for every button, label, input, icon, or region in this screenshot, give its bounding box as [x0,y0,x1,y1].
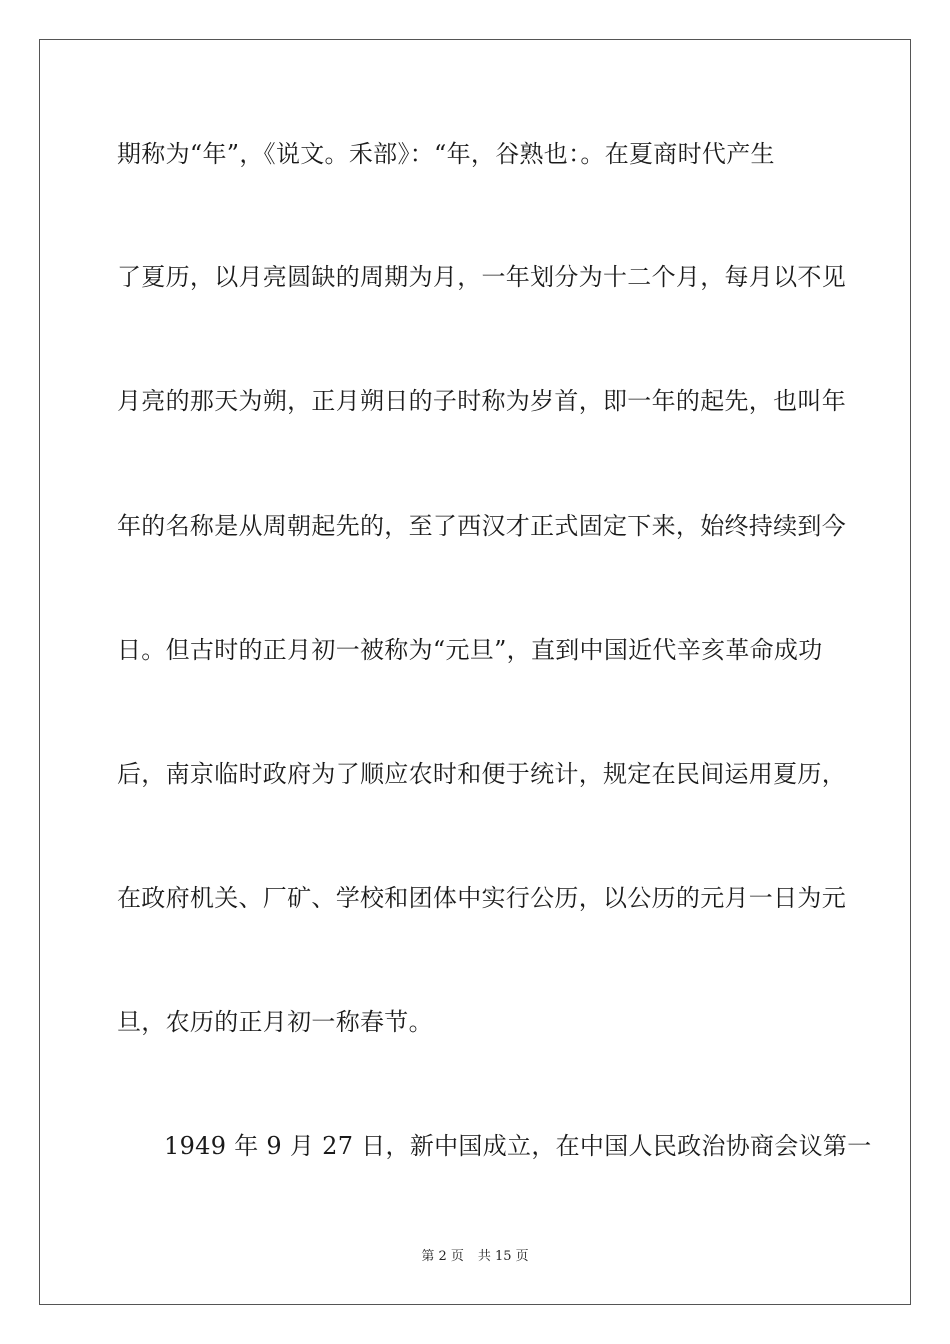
text-line: 旦，农历的正月初一称春节。 [117,1008,433,1036]
text-line-indented: 1949 年 9 月 27 日，新中国成立，在中国人民政治协商会议第一 [164,1132,872,1160]
text-line: 月亮的那天为朔，正月朔日的子时称为岁首，即一年的起先，也叫年 [117,387,846,415]
text-line: 了夏历，以月亮圆缺的周期为月，一年划分为十二个月，每月以不见 [117,263,846,291]
text-line: 在政府机关、厂矿、学校和团体中实行公历，以公历的元月一日为元 [117,884,846,912]
page-total: 共 15 页 [477,1249,529,1264]
text-line: 期称为“年”，《说文。禾部》：“年，谷熟也：。在夏商时代产生 [117,140,775,168]
page-footer [0,1248,950,1266]
text-line: 日。但古时的正月初一被称为“元旦”，直到中国近代辛亥革命成功 [117,636,823,664]
page-border [39,39,911,1305]
text-line: 年的名称是从周朝起先的，至了西汉才正式固定下来，始终持续到今 [117,512,846,540]
page-number: 第 2 页 [421,1249,464,1264]
text-line: 后，南京临时政府为了顺应农时和便于统计，规定在民间运用夏历， [117,760,846,788]
